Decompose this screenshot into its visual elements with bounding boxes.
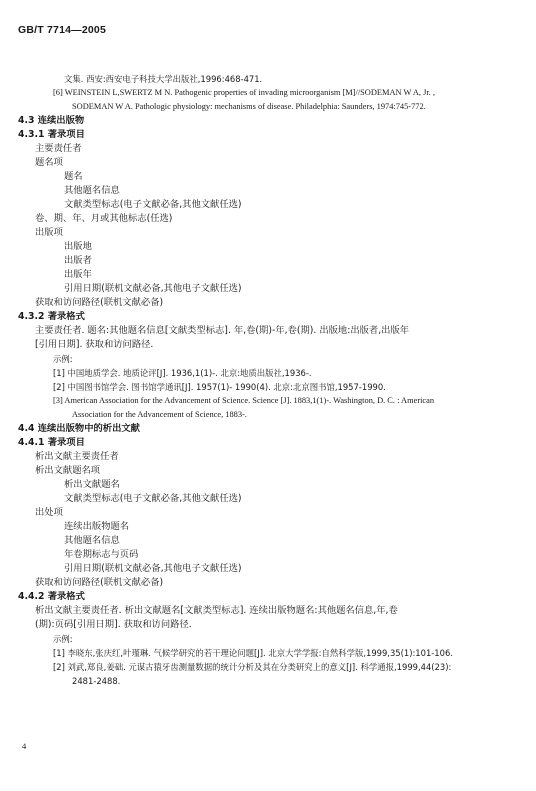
text-line: Association for the Advancement of Science, 1883-. [72,410,247,419]
text-line: 文献类型标志(电子文献必备,其他文献任选) [64,199,242,210]
text-line: 获取和访问路径(联机文献必备) [35,297,164,308]
text-line: 示例: [53,354,73,364]
text-line: 析出文献主要责任者. 析出文献题名[文献类型标志]. 连续出版物题名:其他题名信息,年,卷 [35,605,398,616]
page-number: 4 [22,741,27,751]
text-line: 示例: [53,634,73,644]
text-line: 2481-2488. [72,676,121,686]
text-line: 连续出版物题名 [64,521,130,532]
standard-number-header: GB/T 7714—2005 [18,24,107,36]
section-heading: 4.3 连续出版物 [18,115,85,126]
section-heading: 4.4.2 著录格式 [18,591,85,602]
text-line: [1] 中国地质学会. 地质论评[J]. 1936,1(1)-. 北京:地质出版社,1936-. [53,368,312,378]
text-line: 其他题名信息 [64,185,120,196]
text-line: 引用日期(联机文献必备,其他电子文献任选) [64,563,242,574]
section-heading: 4.3.1 著录项目 [18,129,85,140]
section-heading: 4.3.2 著录格式 [18,311,85,322]
text-line: SODEMAN W A. Pathologic physiology: mechanisms of disease. Philadelphia: Saunders, 1974:745-772. [72,102,426,111]
text-line: 其他题名信息 [64,535,120,546]
text-line: 主要责任者 [35,143,82,154]
text-line: 题名 [64,171,83,182]
text-line: [6] WEINSTEIN L,SWERTZ M N. Pathogenic properties of invading microorganism [M]//SODEMAN W A, Jr. , [53,88,435,97]
text-line: 出版项 [35,227,63,238]
text-line: 出版年 [64,269,92,280]
section-heading: 4.4 连续出版物中的析出文献 [18,423,140,434]
text-line: 析出文献题名 [64,479,120,490]
text-line: 出版者 [64,255,92,266]
text-line: 引用日期(联机文献必备,其他电子文献任选) [64,283,242,294]
text-line: [2] 中国图书馆学会. 图书馆学通讯[J]. 1957(1)- 1990(4). 北京:北京图书馆,1957-1990. [53,382,386,392]
text-line: 卷、期、年、月或其他标志(任选) [35,213,173,224]
text-line: 文献类型标志(电子文献必备,其他文献任选) [64,493,242,504]
text-line: [2] 刘武,郑良,姜础. 元谋古猿牙齿测量数据的统计分析及其在分类研究上的意义[J]. 科学通报,1999,44(23): [53,662,452,672]
section-heading: 4.4.1 著录项目 [18,437,85,448]
text-line: 主要责任者. 题名:其他题名信息[文献类型标志]. 年,卷(期)-年,卷(期). 出版地:出版者,出版年 [35,325,410,336]
text-line: 出版地 [64,241,92,252]
text-line: 出处项 [35,507,63,518]
text-line: 文集. 西安:西安电子科技大学出版社,1996:468-471. [64,74,263,84]
text-line: [引用日期]. 获取和访问路径. [35,339,154,350]
text-line: 获取和访问路径(联机文献必备) [35,577,164,588]
text-line: 析出文献主要责任者 [35,451,119,462]
text-line: 析出文献题名项 [35,465,101,476]
text-line: [1] 李晓东,张庆红,叶瑾琳. 气候学研究的若干理论问题[J]. 北京大学学报:自然科学版,1999,35(1):101-106. [53,648,453,658]
text-line: (期):页码[引用日期]. 获取和访问路径. [35,619,192,630]
text-line: 题名项 [35,157,63,168]
page-body [0,72,536,688]
text-line: [3] American Association for the Advancement of Science. Science [J]. 1883,1(1)-. Washington, D. C. : American [53,396,435,405]
text-line: 年卷期标志与页码 [64,549,139,560]
